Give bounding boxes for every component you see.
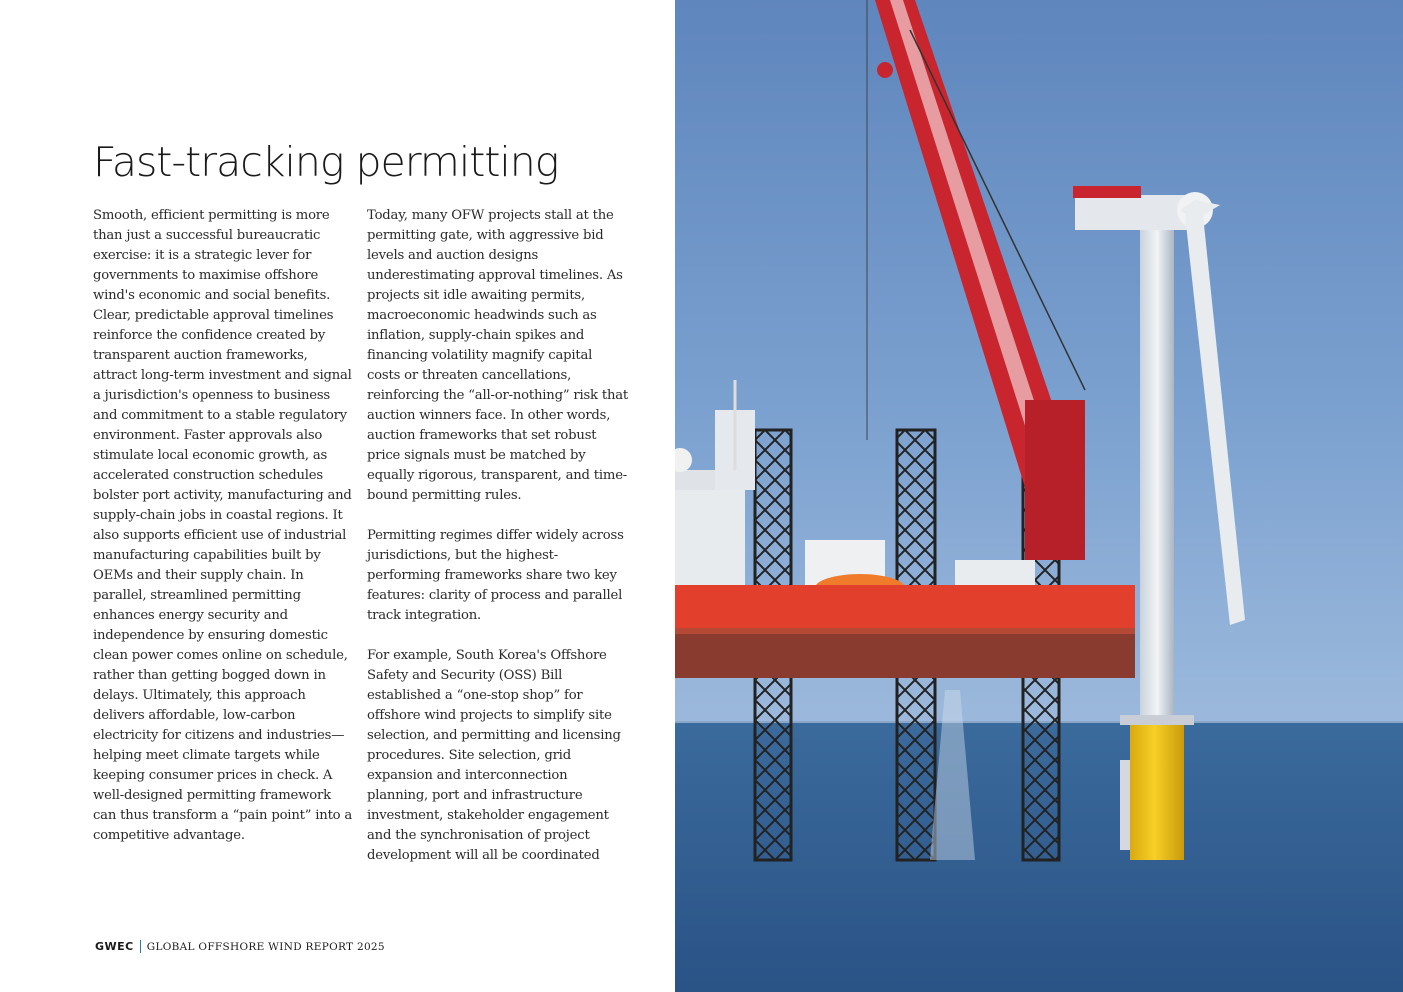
footer-separator [140,940,141,953]
paragraph: Permitting regimes differ widely across jurisdictions, but the highest-performing frameworks share two key features: clarity of process and parallel track integration. [367,528,624,623]
text-panel [0,0,675,992]
page-title: Fast-tracking permitting [93,138,559,186]
paragraph: For example, South Korea's Offshore Safety and Security (OSS) Bill established a “one-stop shop” for offshore wind projects to simplify site selection, and permitting and licensing procedures. Site selection, grid expansion and interconnection planning, port and infrastructure investment, stakeholder engagement and the synchronisation of project development will all be coordinated [367,648,621,863]
vessel-hull [675,585,1135,678]
footer-brand: GWEC [95,940,134,953]
offshore-wind-photo [675,0,1403,992]
page-footer [95,940,385,953]
paragraph: Smooth, efficient permitting is more than just a successful bureaucratic exercise: it is a strategic lever for governments to maximise offshore wind's economic and social benefits. Clear, predictable approval timelines reinforce the confidence created by transparent auction frameworks, attract long-term investment and signal a jurisdiction's openness to business and commitment to a stable regulatory environment. Faster approvals also stimulate local economic growth, as accelerated construction schedules bolster port activity, manufacturing and supply-chain jobs in coastal regions. It also supports efficient use of industrial manufacturing capabilities built by OEMs and their supply chain. In parallel, streamlined permitting enhances energy security and independence by ensuring domestic clean power comes online on schedule, rather than getting bogged down in delays. Ultimately, this approach delivers affordable, low-carbon electricity for citizens and industries—helping meet climate targets while keeping consumer prices in check. A well-designed permitting framework can thus transform a “pain point” into a competitive advantage. [93,208,353,843]
text-column-left [93,206,355,866]
turbine-foundation [1120,715,1194,860]
footer-report-title: GLOBAL OFFSHORE WIND REPORT 2025 [146,940,385,953]
paragraph: Today, many OFW projects stall at the permitting gate, with aggressive bid levels and auction designs underestimating approval timelines. As projects sit idle awaiting permits, macroeconomic headwinds such as inflation, supply-chain spikes and financing volatility magnify capital costs or threaten cancellations, reinforcing the “all-or-nothing” risk that auction winners face. In other words, auction frameworks that set robust price signals must be matched by equally rigorous, transparent, and time-bound permitting rules. [367,208,628,503]
photo-illustration [675,0,1403,992]
text-column-right [367,206,629,886]
